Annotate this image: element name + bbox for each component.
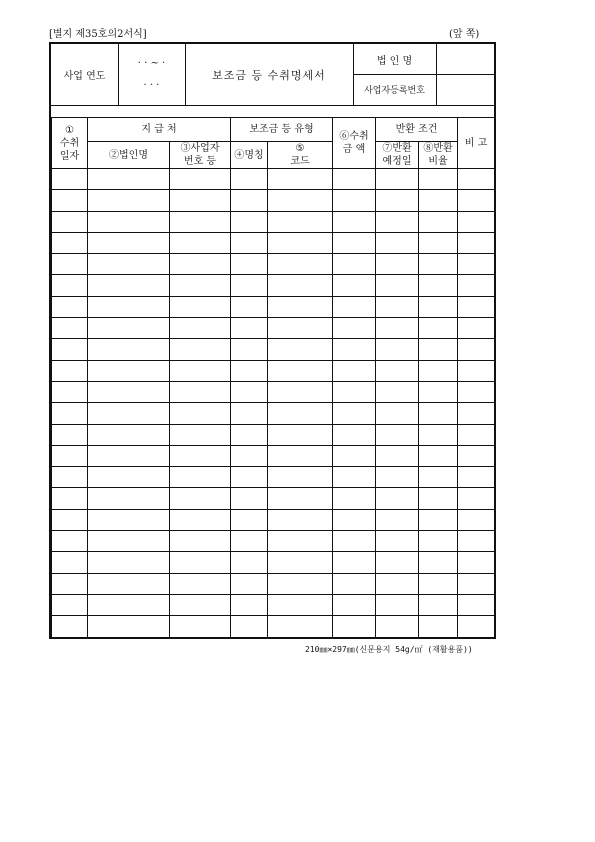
form-title: 보조금 등 수취명세서 xyxy=(212,68,326,82)
table-cell[interactable] xyxy=(170,509,231,530)
table-cell[interactable] xyxy=(88,424,170,445)
table-cell[interactable] xyxy=(333,318,376,339)
table-row xyxy=(52,594,495,615)
table-cell[interactable] xyxy=(333,424,376,445)
table-cell[interactable] xyxy=(458,445,495,466)
table-cell[interactable] xyxy=(231,381,268,402)
col-group-payer: 지 급 처 xyxy=(88,118,231,142)
table-cell[interactable] xyxy=(231,616,268,637)
form-frame xyxy=(49,42,496,639)
table-cell[interactable] xyxy=(88,339,170,360)
table-cell[interactable] xyxy=(52,488,88,509)
table-cell[interactable] xyxy=(170,232,231,253)
table-cell[interactable] xyxy=(268,594,333,615)
table-cell[interactable] xyxy=(170,488,231,509)
table-cell[interactable] xyxy=(52,403,88,424)
table-cell[interactable] xyxy=(419,594,458,615)
table-cell[interactable] xyxy=(376,488,419,509)
col-return-date: ⑦반환 예정일 xyxy=(376,142,419,169)
table-cell[interactable] xyxy=(376,190,419,211)
table-cell[interactable] xyxy=(52,232,88,253)
table-cell[interactable] xyxy=(170,594,231,615)
table-cell[interactable] xyxy=(170,424,231,445)
table-cell[interactable] xyxy=(376,594,419,615)
table-cell[interactable] xyxy=(419,509,458,530)
table-row xyxy=(52,318,495,339)
table-cell[interactable] xyxy=(268,254,333,275)
table-cell[interactable] xyxy=(52,381,88,402)
col-return-ratio: ⑧반환 비율 xyxy=(419,142,458,169)
table-cell[interactable] xyxy=(268,467,333,488)
table-cell[interactable] xyxy=(170,360,231,381)
business-year-label: 사업 연도 xyxy=(63,71,106,82)
table-cell[interactable] xyxy=(376,573,419,594)
table-cell[interactable] xyxy=(231,190,268,211)
table-row xyxy=(52,211,495,232)
table-cell[interactable] xyxy=(231,445,268,466)
table-cell[interactable] xyxy=(419,403,458,424)
table-cell[interactable] xyxy=(231,275,268,296)
table-cell[interactable] xyxy=(231,296,268,317)
table-cell[interactable] xyxy=(52,509,88,530)
table-cell[interactable] xyxy=(458,275,495,296)
table-cell[interactable] xyxy=(231,254,268,275)
table-cell[interactable] xyxy=(88,190,170,211)
table-cell[interactable] xyxy=(231,467,268,488)
table-row xyxy=(52,616,495,637)
table-cell[interactable] xyxy=(268,339,333,360)
table-cell[interactable] xyxy=(52,169,88,190)
table-cell[interactable] xyxy=(333,445,376,466)
table-cell[interactable] xyxy=(333,339,376,360)
detail-table xyxy=(51,117,495,638)
table-cell[interactable] xyxy=(419,275,458,296)
table-cell[interactable] xyxy=(231,424,268,445)
table-cell[interactable] xyxy=(458,467,495,488)
table-cell[interactable] xyxy=(88,211,170,232)
table-cell[interactable] xyxy=(458,339,495,360)
table-cell[interactable] xyxy=(458,296,495,317)
table-cell[interactable] xyxy=(458,573,495,594)
table-row xyxy=(52,296,495,317)
table-cell[interactable] xyxy=(458,616,495,637)
table-cell[interactable] xyxy=(268,360,333,381)
table-cell[interactable] xyxy=(88,169,170,190)
table-cell[interactable] xyxy=(333,296,376,317)
table-row xyxy=(52,488,495,509)
table-row xyxy=(52,169,495,190)
col-amount: ⑥수취 금 액 xyxy=(333,118,376,169)
form-header xyxy=(51,44,494,105)
table-cell[interactable] xyxy=(458,254,495,275)
table-cell[interactable] xyxy=(231,573,268,594)
table-cell[interactable] xyxy=(333,467,376,488)
table-cell[interactable] xyxy=(458,403,495,424)
col-group-return: 반환 조건 xyxy=(376,118,458,142)
table-cell[interactable] xyxy=(376,403,419,424)
table-cell[interactable] xyxy=(333,190,376,211)
table-cell[interactable] xyxy=(52,275,88,296)
table-cell[interactable] xyxy=(231,509,268,530)
table-cell[interactable] xyxy=(170,169,231,190)
table-cell[interactable] xyxy=(333,573,376,594)
corp-name-field[interactable] xyxy=(436,44,494,74)
table-cell[interactable] xyxy=(268,232,333,253)
table-row xyxy=(52,573,495,594)
table-cell[interactable] xyxy=(333,211,376,232)
table-cell[interactable] xyxy=(52,211,88,232)
table-cell[interactable] xyxy=(376,360,419,381)
table-cell[interactable] xyxy=(170,445,231,466)
table-cell[interactable] xyxy=(88,594,170,615)
table-cell[interactable] xyxy=(419,296,458,317)
table-cell[interactable] xyxy=(231,594,268,615)
table-cell[interactable] xyxy=(419,424,458,445)
table-cell[interactable] xyxy=(268,403,333,424)
table-cell[interactable] xyxy=(170,190,231,211)
table-cell[interactable] xyxy=(268,531,333,552)
table-cell[interactable] xyxy=(52,594,88,615)
table-cell[interactable] xyxy=(376,381,419,402)
table-cell[interactable] xyxy=(376,531,419,552)
table-cell[interactable] xyxy=(376,318,419,339)
table-cell[interactable] xyxy=(52,467,88,488)
table-cell[interactable] xyxy=(88,509,170,530)
table-row xyxy=(52,531,495,552)
table-row xyxy=(52,339,495,360)
table-cell[interactable] xyxy=(419,339,458,360)
table-cell[interactable] xyxy=(376,254,419,275)
table-cell[interactable] xyxy=(268,573,333,594)
table-cell[interactable] xyxy=(333,169,376,190)
table-cell[interactable] xyxy=(376,211,419,232)
table-cell[interactable] xyxy=(231,318,268,339)
table-row xyxy=(52,467,495,488)
table-cell[interactable] xyxy=(268,552,333,573)
table-cell[interactable] xyxy=(268,424,333,445)
table-cell[interactable] xyxy=(88,403,170,424)
table-row xyxy=(52,275,495,296)
table-cell[interactable] xyxy=(170,467,231,488)
table-cell[interactable] xyxy=(170,573,231,594)
table-cell[interactable] xyxy=(52,424,88,445)
table-cell[interactable] xyxy=(458,169,495,190)
table-cell[interactable] xyxy=(170,339,231,360)
table-row xyxy=(52,424,495,445)
table-cell[interactable] xyxy=(52,552,88,573)
table-cell[interactable] xyxy=(333,488,376,509)
table-cell[interactable] xyxy=(268,296,333,317)
table-cell[interactable] xyxy=(268,488,333,509)
table-cell[interactable] xyxy=(333,531,376,552)
table-cell[interactable] xyxy=(170,531,231,552)
col-corp-name: ②법인명 xyxy=(88,142,170,169)
table-cell[interactable] xyxy=(52,360,88,381)
table-row xyxy=(52,232,495,253)
table-cell[interactable] xyxy=(88,296,170,317)
table-cell[interactable] xyxy=(52,190,88,211)
table-cell[interactable] xyxy=(88,552,170,573)
table-cell[interactable] xyxy=(419,467,458,488)
table-cell[interactable] xyxy=(333,616,376,637)
table-row xyxy=(52,190,495,211)
table-cell[interactable] xyxy=(333,360,376,381)
table-cell[interactable] xyxy=(376,616,419,637)
biz-reg-label: 사업자등록번호 xyxy=(364,86,425,96)
table-row xyxy=(52,360,495,381)
table-cell[interactable] xyxy=(88,531,170,552)
col-remarks: 비 고 xyxy=(458,118,495,169)
table-cell[interactable] xyxy=(268,445,333,466)
table-cell[interactable] xyxy=(376,424,419,445)
paper-spec-footer: 210㎜×297㎜(신문용지 54g/㎡ (재활용품)) xyxy=(305,645,473,654)
table-cell[interactable] xyxy=(231,360,268,381)
table-cell[interactable] xyxy=(268,275,333,296)
table-cell[interactable] xyxy=(88,275,170,296)
table-cell[interactable] xyxy=(88,381,170,402)
table-cell[interactable] xyxy=(333,594,376,615)
table-cell[interactable] xyxy=(52,531,88,552)
table-cell[interactable] xyxy=(419,445,458,466)
table-cell[interactable] xyxy=(376,339,419,360)
table-cell[interactable] xyxy=(458,360,495,381)
table-row xyxy=(52,254,495,275)
table-cell[interactable] xyxy=(376,169,419,190)
table-cell[interactable] xyxy=(419,318,458,339)
table-cell[interactable] xyxy=(419,488,458,509)
table-cell[interactable] xyxy=(268,318,333,339)
table-cell[interactable] xyxy=(231,531,268,552)
table-cell[interactable] xyxy=(458,190,495,211)
table-cell[interactable] xyxy=(458,381,495,402)
table-cell[interactable] xyxy=(458,424,495,445)
table-cell[interactable] xyxy=(88,445,170,466)
table-cell[interactable] xyxy=(458,552,495,573)
table-cell[interactable] xyxy=(458,509,495,530)
table-cell[interactable] xyxy=(376,552,419,573)
col-biz-number: ③사업자 번호 등 xyxy=(170,142,231,169)
table-cell[interactable] xyxy=(88,573,170,594)
table-cell[interactable] xyxy=(170,211,231,232)
table-cell[interactable] xyxy=(419,616,458,637)
table-cell[interactable] xyxy=(419,573,458,594)
table-cell[interactable] xyxy=(231,211,268,232)
table-cell[interactable] xyxy=(88,616,170,637)
table-cell[interactable] xyxy=(333,275,376,296)
table-cell[interactable] xyxy=(170,254,231,275)
table-cell[interactable] xyxy=(88,467,170,488)
col-subsidy-name: ④명칭 xyxy=(231,142,268,169)
table-cell[interactable] xyxy=(231,403,268,424)
table-cell[interactable] xyxy=(52,254,88,275)
table-cell[interactable] xyxy=(376,509,419,530)
table-cell[interactable] xyxy=(268,509,333,530)
table-cell[interactable] xyxy=(170,403,231,424)
table-cell[interactable] xyxy=(419,254,458,275)
table-cell[interactable] xyxy=(170,275,231,296)
table-cell[interactable] xyxy=(419,381,458,402)
table-cell[interactable] xyxy=(52,445,88,466)
table-cell[interactable] xyxy=(52,318,88,339)
table-cell[interactable] xyxy=(458,488,495,509)
table-cell[interactable] xyxy=(376,467,419,488)
table-cell[interactable] xyxy=(170,381,231,402)
table-cell[interactable] xyxy=(419,232,458,253)
table-cell[interactable] xyxy=(88,318,170,339)
col-subsidy-code: ⑤ 코드 xyxy=(268,142,333,169)
table-cell[interactable] xyxy=(419,190,458,211)
table-cell[interactable] xyxy=(458,232,495,253)
side-label: (앞 쪽) xyxy=(449,29,480,40)
table-cell[interactable] xyxy=(88,232,170,253)
table-cell[interactable] xyxy=(419,360,458,381)
table-cell[interactable] xyxy=(170,296,231,317)
table-cell[interactable] xyxy=(419,169,458,190)
period-start[interactable]: · · ~ · xyxy=(137,58,166,69)
table-row xyxy=(52,552,495,573)
table-cell[interactable] xyxy=(170,616,231,637)
table-cell[interactable] xyxy=(419,211,458,232)
table-cell[interactable] xyxy=(376,275,419,296)
table-row xyxy=(52,403,495,424)
table-cell[interactable] xyxy=(231,169,268,190)
table-cell[interactable] xyxy=(333,381,376,402)
table-row xyxy=(52,445,495,466)
table-cell[interactable] xyxy=(376,445,419,466)
table-cell[interactable] xyxy=(458,594,495,615)
table-row xyxy=(52,381,495,402)
table-cell[interactable] xyxy=(268,381,333,402)
table-cell[interactable] xyxy=(170,552,231,573)
table-cell[interactable] xyxy=(333,232,376,253)
period-end[interactable]: · · · xyxy=(143,80,160,91)
table-cell[interactable] xyxy=(333,509,376,530)
table-cell[interactable] xyxy=(52,296,88,317)
table-cell[interactable] xyxy=(419,552,458,573)
biz-reg-field[interactable] xyxy=(436,74,494,105)
table-row xyxy=(52,509,495,530)
table-cell[interactable] xyxy=(458,318,495,339)
table-cell[interactable] xyxy=(268,211,333,232)
table-cell[interactable] xyxy=(231,339,268,360)
table-cell[interactable] xyxy=(52,573,88,594)
table-cell[interactable] xyxy=(376,232,419,253)
table-cell[interactable] xyxy=(231,552,268,573)
table-cell[interactable] xyxy=(268,169,333,190)
table-cell[interactable] xyxy=(268,616,333,637)
table-cell[interactable] xyxy=(88,360,170,381)
table-cell[interactable] xyxy=(268,190,333,211)
table-cell[interactable] xyxy=(88,488,170,509)
table-cell[interactable] xyxy=(52,339,88,360)
table-cell[interactable] xyxy=(170,318,231,339)
table-cell[interactable] xyxy=(458,211,495,232)
form-label: [별지 제35호의2서식] xyxy=(49,29,147,40)
table-cell[interactable] xyxy=(333,552,376,573)
table-cell[interactable] xyxy=(231,488,268,509)
col-group-subsidy-type: 보조금 등 유형 xyxy=(231,118,333,142)
corp-name-label: 법 인 명 xyxy=(376,55,413,67)
table-cell[interactable] xyxy=(231,232,268,253)
table-cell[interactable] xyxy=(458,531,495,552)
table-cell[interactable] xyxy=(52,616,88,637)
table-cell[interactable] xyxy=(333,403,376,424)
col-receipt-date: ① 수취 일자 xyxy=(52,118,88,169)
table-cell[interactable] xyxy=(419,531,458,552)
table-cell[interactable] xyxy=(376,296,419,317)
table-cell[interactable] xyxy=(88,254,170,275)
table-cell[interactable] xyxy=(333,254,376,275)
